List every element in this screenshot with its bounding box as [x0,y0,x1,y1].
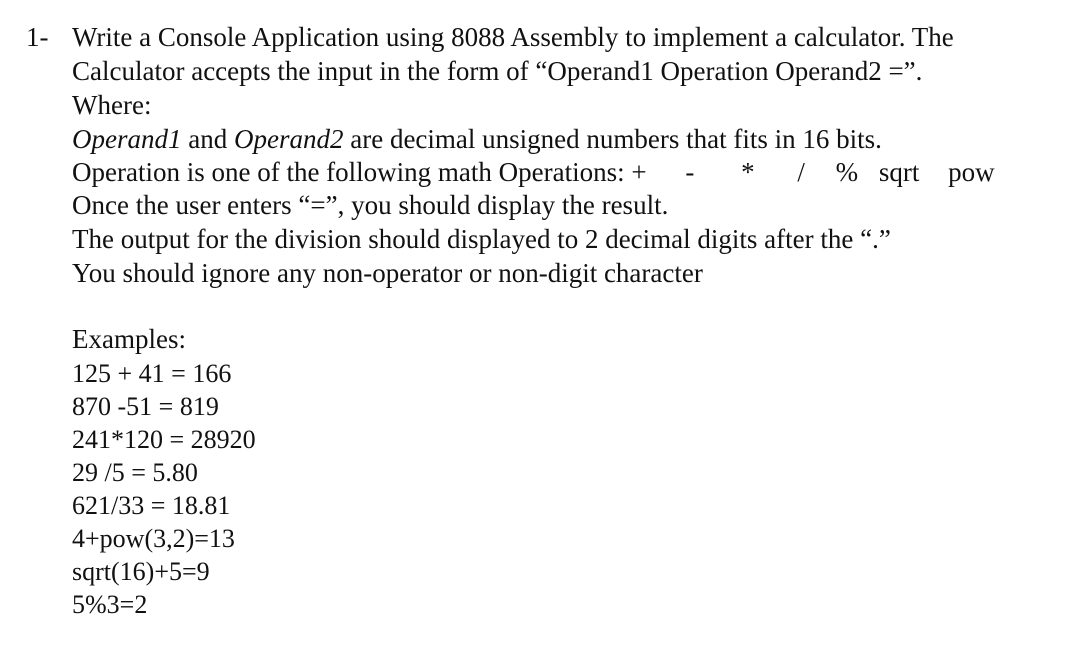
question-line-8: You should ignore any non-operator or non-digit character [72,258,703,288]
operand2-term: Operand2 [233,124,344,154]
op-pow: pow [948,157,995,187]
question-line-7: The output for the division should displayed to 2 decimal digits after the “.” [72,224,891,254]
operand1-term: Operand1 [72,124,182,154]
question-body [72,20,1072,290]
example-item: 241*120 = 28920 [72,425,256,454]
op-sqrt: sqrt [878,157,920,187]
example-item: 5%3=2 [72,590,148,619]
example-item: 870 -51 = 819 [72,392,219,421]
question-line-1: Write a Console Application using 8088 Assembly to implement a calculator. The [72,22,954,52]
question-line-6: Once the user enters “=”, you should display the result. [72,190,669,220]
question-line-4 [72,122,1072,156]
and-text: and [181,124,234,154]
op-modulo: % [835,157,859,187]
op-divide: / [797,157,805,187]
example-item: 621/33 = 18.81 [72,491,231,520]
example-item: sqrt(16)+5=9 [72,557,210,586]
op-multiply: * [741,157,755,187]
question-line-3: Where: [72,90,152,120]
examples-heading: Examples: [72,324,186,354]
operation-intro: Operation is one of the following math Operations: + [72,157,647,187]
example-item: 4+pow(3,2)=13 [72,524,235,553]
example-item: 29 /5 = 5.80 [72,458,198,487]
question-line-5 [72,156,1072,189]
example-item: 125 + 41 = 166 [72,359,232,388]
question-number: 1- [26,22,49,52]
examples-list [72,357,256,621]
op-minus: - [685,157,695,187]
question-line-2: Calculator accepts the input in the form of “Operand1 Operation Operand2 =”. [72,56,923,86]
operand-description: are decimal unsigned numbers that fits in 16 bits. [343,124,882,154]
